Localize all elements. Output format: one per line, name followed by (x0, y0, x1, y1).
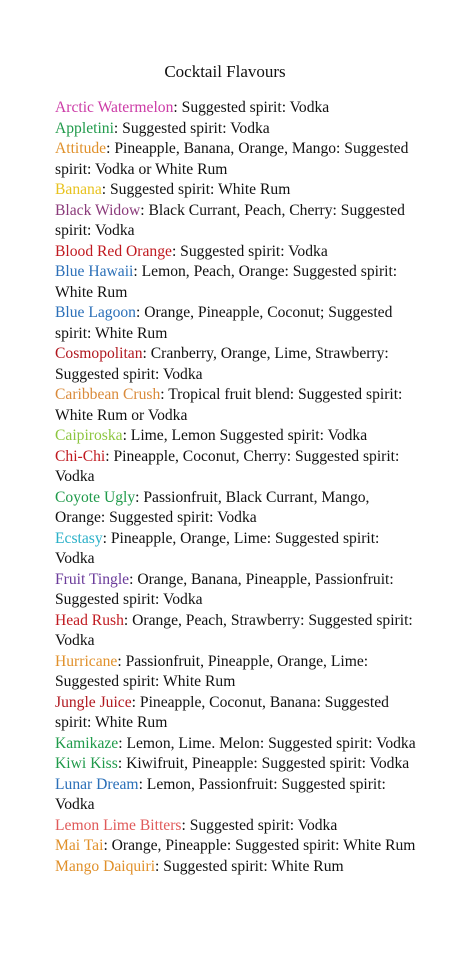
name-separator: : (142, 345, 151, 362)
cocktail-name: Fruit Tingle (55, 570, 130, 588)
cocktail-name: Lemon Lime Bitters (55, 816, 182, 834)
name-separator: : (102, 529, 111, 547)
cocktail-name: Appletini (55, 119, 114, 137)
cocktail-description: Pineapple, Coconut, Cherry: Suggested spirit: Vodka (55, 447, 400, 485)
cocktail-entry (55, 303, 417, 344)
cocktail-name: Mai Tai (55, 837, 104, 854)
cocktail-name: Caipiroska (55, 427, 123, 444)
cocktail-entry (55, 139, 417, 180)
name-separator: : (129, 570, 138, 588)
cocktail-description: Kiwifruit, Pineapple: Suggested spirit: Vodka (126, 755, 410, 772)
cocktail-entry (55, 180, 417, 201)
cocktail-description: Passionfruit, Black Currant, Mango, Orange: Suggested spirit: Vodka (55, 488, 370, 526)
cocktail-entry (55, 242, 417, 263)
name-separator: : (131, 693, 140, 711)
cocktail-entry (55, 570, 417, 611)
cocktail-name: Black Widow (55, 201, 141, 219)
cocktail-name: Ecstasy (55, 529, 103, 547)
cocktail-description: Orange, Pineapple, Coconut; Suggested spirit: White Rum (55, 304, 393, 342)
cocktail-description: Lime, Lemon Suggested spirit: Vodka (130, 427, 368, 444)
cocktail-name: Coyote Ugly (55, 488, 136, 506)
name-separator: : (105, 447, 114, 465)
cocktail-description: Orange, Peach, Strawberry: Suggested spirit: Vodka (55, 611, 413, 649)
name-separator: : (173, 99, 182, 116)
cocktail-entry (55, 488, 417, 529)
cocktail-entry (55, 611, 417, 652)
cocktail-description: Passionfruit, Pineapple, Orange, Lime: Suggested spirit: White Rum (55, 652, 369, 690)
cocktail-description: Pineapple, Coconut, Banana: Suggested spirit: White Rum (55, 693, 389, 731)
name-separator: : (133, 263, 142, 280)
name-separator: : (101, 181, 110, 198)
cocktail-entry (55, 754, 417, 775)
cocktail-list (55, 98, 417, 877)
cocktail-entry (55, 734, 417, 755)
name-separator: : (155, 857, 164, 875)
cocktail-entry (55, 447, 417, 488)
cocktail-entry (55, 857, 417, 878)
cocktail-entry (55, 119, 417, 140)
cocktail-name: Mango Daiquiri (55, 857, 156, 875)
cocktail-entry (55, 426, 417, 447)
name-separator: : (103, 837, 112, 854)
cocktail-name: Blue Hawaii (55, 263, 134, 280)
name-separator: : (117, 652, 126, 670)
cocktail-name: Caribbean Crush (55, 386, 161, 403)
name-separator: : (122, 427, 131, 444)
name-separator: : (140, 201, 149, 219)
cocktail-entry (55, 385, 417, 426)
name-separator: : (171, 242, 181, 260)
name-separator: : (117, 755, 127, 772)
cocktail-name: Attitude (55, 140, 107, 157)
cocktail-description: Lemon, Lime. Melon: Suggested spirit: Vodka (126, 734, 416, 752)
cocktail-description: Suggested spirit: Vodka (180, 242, 328, 260)
cocktail-entry (55, 98, 417, 119)
cocktail-entry (55, 775, 417, 816)
name-separator: : (181, 816, 190, 834)
cocktail-description: Cranberry, Orange, Lime, Strawberry: Suggested spirit: Vodka (55, 345, 389, 383)
name-separator: : (118, 734, 127, 752)
name-separator: : (138, 775, 147, 793)
name-separator: : (135, 488, 144, 506)
cocktail-description: Suggested spirit: White Rum (163, 857, 344, 875)
cocktail-entry (55, 816, 417, 837)
cocktail-entry (55, 836, 417, 857)
name-separator: : (113, 119, 123, 137)
page-title: Cocktail Flavours (164, 62, 286, 81)
cocktail-description: Pineapple, Orange, Lime: Suggested spirit: Vodka (55, 529, 380, 567)
cocktail-name: Head Rush (55, 611, 124, 629)
cocktail-name: Blood Red Orange (55, 242, 172, 260)
cocktail-description: Suggested spirit: White Rum (110, 181, 291, 198)
cocktail-description: Lemon, Passionfruit: Suggested spirit: Vodka (55, 775, 386, 813)
cocktail-name: Jungle Juice (55, 693, 132, 711)
cocktail-description: Orange, Pineapple: Suggested spirit: White Rum (111, 837, 416, 854)
cocktail-entry (55, 693, 417, 734)
cocktail-entry (55, 262, 417, 303)
name-separator: : (123, 611, 133, 629)
cocktail-name: Hurricane (55, 652, 118, 670)
cocktail-description: Black Currant, Peach, Cherry: Suggested spirit: Vodka (55, 201, 405, 239)
cocktail-name: Banana (55, 181, 102, 198)
name-separator: : (106, 140, 115, 157)
cocktail-name: Blue Lagoon (55, 304, 136, 321)
cocktail-name: Lunar Dream (55, 775, 139, 793)
cocktail-description: Pineapple, Banana, Orange, Mango: Suggested spirit: Vodka or White Rum (55, 140, 409, 178)
cocktail-name: Chi-Chi (55, 447, 106, 465)
name-separator: : (160, 386, 169, 403)
cocktail-description: Suggested spirit: Vodka (189, 816, 338, 834)
cocktail-entry (55, 652, 417, 693)
cocktail-entry (55, 529, 417, 570)
cocktail-description: Suggested spirit: Vodka (181, 99, 330, 116)
cocktail-entry (55, 344, 417, 385)
cocktail-name: Kamikaze (55, 734, 119, 752)
cocktail-description: Lemon, Peach, Orange: Suggested spirit: White Rum (55, 263, 398, 301)
cocktail-description: Suggested spirit: Vodka (122, 119, 270, 137)
cocktail-description: Tropical fruit blend: Suggested spirit: White Rum or Vodka (55, 386, 403, 424)
cocktail-name: Cosmopolitan (55, 345, 143, 362)
cocktail-name: Kiwi Kiss (55, 755, 118, 772)
cocktail-description: Orange, Banana, Pineapple, Passionfruit: Suggested spirit: Vodka (55, 570, 394, 608)
cocktail-entry (55, 201, 417, 242)
cocktail-name: Arctic Watermelon (55, 99, 174, 116)
name-separator: : (135, 304, 145, 321)
